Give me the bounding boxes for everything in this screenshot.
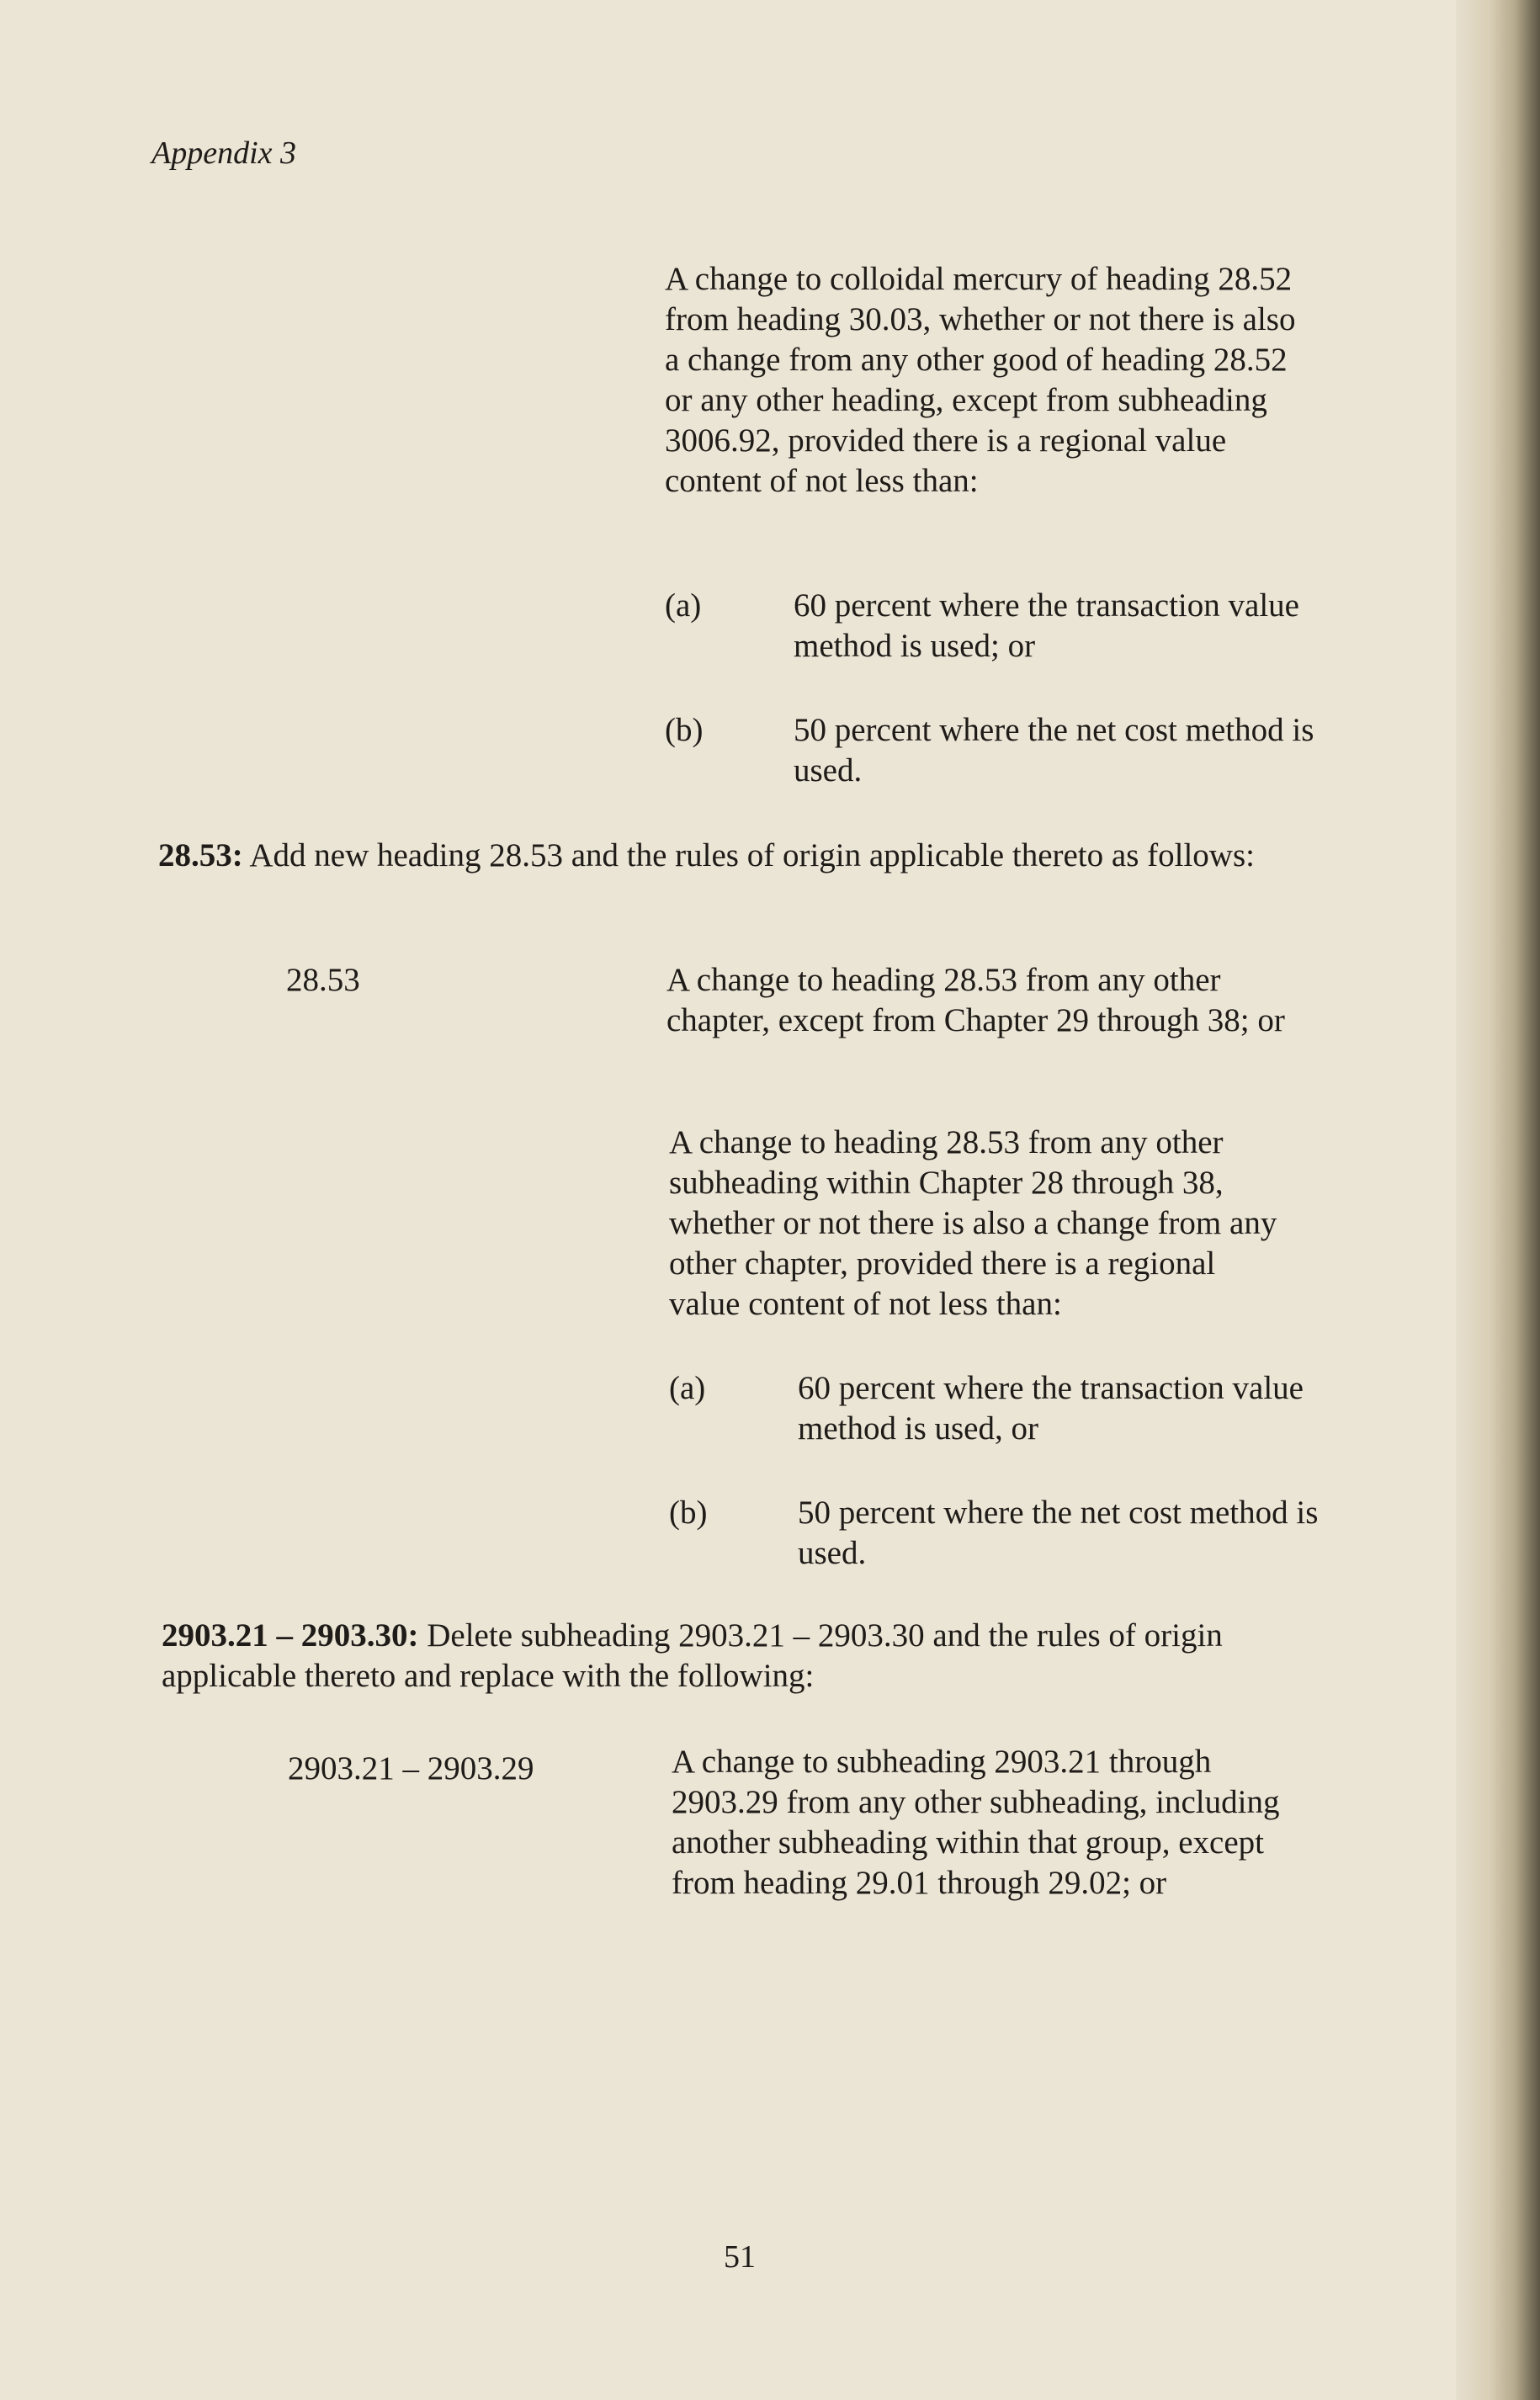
section-heading-2903 (162, 1616, 1340, 1696)
page-binding-shadow (1456, 0, 1540, 2400)
heading-text: Delete subheading 2903.21 – 2903.30 and the rules of origin applicable thereto and replace with the following: (162, 1617, 1223, 1694)
heading-code: 28.53: (158, 837, 243, 873)
rule-text: A change to subheading 2903.21 through 2903.29 from any other subheading, including another subheading within that group, except from heading 29.01 through 29.02; or (672, 1744, 1280, 1901)
item-text: 50 percent where the net cost method is used. (794, 712, 1314, 788)
page-number: 51 (724, 2239, 756, 2275)
rule-text: A change to colloidal mercury of heading 28.52 from heading 30.03, whether or not there is also a change from any other good of heading 28.52 or any other heading, except from subheading 3006.92, provided there is a regional value content of not less than: (665, 261, 1296, 499)
item-marker: (b) (669, 1495, 708, 1531)
running-head: Appendix 3 (151, 135, 297, 171)
tariff-code-2903: 2903.21 – 2903.29 (288, 1750, 534, 1787)
item-marker: (a) (669, 1370, 706, 1406)
item-text: 60 percent where the transaction value method is used, or (798, 1370, 1304, 1447)
rule-text: A change to heading 28.53 from any other chapter, except from Chapter 29 through 38; or (666, 962, 1285, 1038)
rule-2853-second (669, 1123, 1292, 1325)
item-marker: (b) (665, 712, 704, 748)
rule-2853-first (666, 960, 1323, 1041)
heading-text: Add new heading 28.53 and the rules of origin applicable thereto as follows: (249, 837, 1255, 873)
tariff-code-2853: 28.53 (286, 962, 360, 998)
heading-code: 2903.21 – 2903.30: (162, 1617, 419, 1654)
item-marker: (a) (665, 587, 702, 624)
item-text: 60 percent where the transaction value method is used; or (794, 587, 1299, 664)
rule-2903-first (672, 1742, 1294, 1904)
rule-colloidal-mercury (665, 259, 1304, 502)
rule-text: A change to heading 28.53 from any other subheading within Chapter 28 through 38, whether or not there is also a change from any other chapter, provided there is a regional value content of not less than: (669, 1124, 1277, 1322)
item-text: 50 percent where the net cost method is used. (798, 1495, 1319, 1571)
section-heading-2853 (158, 836, 1336, 876)
